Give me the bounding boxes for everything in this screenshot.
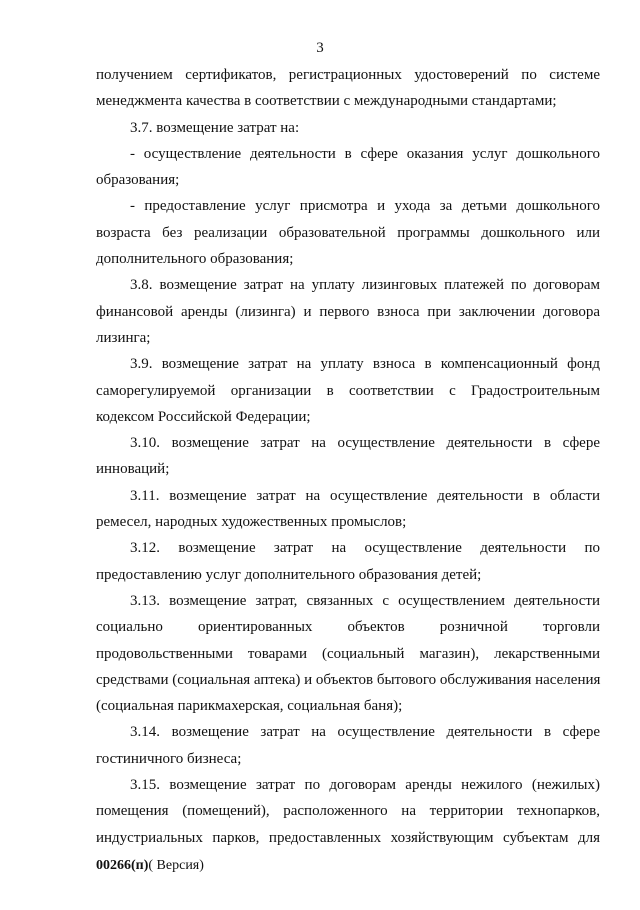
text-line: 3.8. возмещение затрат на уплату лизинговых платежей по договорам <box>130 277 600 294</box>
text-line: (социальная парикмахерская, социальная баня); <box>96 698 403 715</box>
text-line: финансовой аренды (лизинга) и первого взноса при заключении договора <box>96 303 600 320</box>
text-line: 3.14. возмещение затрат на осуществление деятельности в сфере <box>130 724 600 741</box>
text-line: гостиничного бизнеса; <box>96 750 242 767</box>
paragraph-p3-10 <box>96 430 600 483</box>
text-line: продовольственными товарами (социальный магазин), лекарственными <box>96 645 600 662</box>
paragraph-p3-11 <box>96 483 600 536</box>
text-line: средствами (социальная аптека) и объектов бытового обслуживания населения <box>96 671 601 688</box>
paragraph-p3-7-a <box>96 141 600 194</box>
paragraph-p3-15 <box>96 772 600 851</box>
paragraph-p3-13 <box>96 588 600 719</box>
text-line: образования; <box>96 172 180 189</box>
paragraph-p3-7 <box>96 115 600 141</box>
paragraph-p3-14 <box>96 719 600 772</box>
text-line: - предоставление услуг присмотра и ухода за детьми дошкольного <box>130 198 600 215</box>
paragraph-p3-7-b <box>96 193 600 272</box>
text-line: 3.7. возмещение затрат на: <box>130 119 300 136</box>
paragraph-cont <box>96 62 600 115</box>
text-line: саморегулируемой организации в соответствии с Градостроительным <box>96 382 600 399</box>
document-body <box>96 62 600 851</box>
text-line: 3.10. возмещение затрат на осуществление деятельности в сфере <box>130 435 600 452</box>
text-line: индустриальных парков, предоставленных хозяйствующим субъектам для <box>96 829 600 846</box>
text-line: - осуществление деятельности в сфере оказания услуг дошкольного <box>130 145 600 162</box>
paragraph-p3-8 <box>96 272 600 351</box>
text-line: 3.9. возмещение затрат на уплату взноса в компенсационный фонд <box>130 356 600 373</box>
document-footer <box>96 858 204 874</box>
text-line: дополнительного образования; <box>96 251 294 268</box>
page-number: 3 <box>316 40 324 56</box>
text-line: кодексом Российской Федерации; <box>96 408 311 425</box>
paragraph-p3-12 <box>96 535 600 588</box>
text-line: получением сертификатов, регистрационных удостоверений по системе <box>96 67 600 83</box>
text-line: 3.11. возмещение затрат на осуществление деятельности в области <box>130 487 600 504</box>
text-line: 3.12. возмещение затрат на осуществление деятельности по <box>130 540 600 557</box>
document-version: ( Версия) <box>148 858 204 873</box>
text-line: помещения (помещений), расположенного на территории технопарков, <box>96 803 600 820</box>
text-line: социально ориентированных объектов розничной торговли <box>96 619 600 636</box>
text-line: предоставлению услуг дополнительного образования детей; <box>96 566 482 583</box>
text-line: лизинга; <box>96 329 151 346</box>
text-line: возраста без реализации образовательной программы дошкольного или <box>96 224 600 241</box>
paragraph-p3-9 <box>96 351 600 430</box>
text-line: менеджмента качества в соответствии с международными стандартами; <box>96 93 557 110</box>
text-line: 3.13. возмещение затрат, связанных с осуществлением деятельности <box>130 592 600 609</box>
document-code: 00266(п) <box>96 858 149 873</box>
text-line: ремесел, народных художественных промыслов; <box>96 514 407 531</box>
text-line: инноваций; <box>96 461 170 478</box>
text-line: 3.15. возмещение затрат по договорам аренды нежилого (нежилых) <box>130 777 600 794</box>
